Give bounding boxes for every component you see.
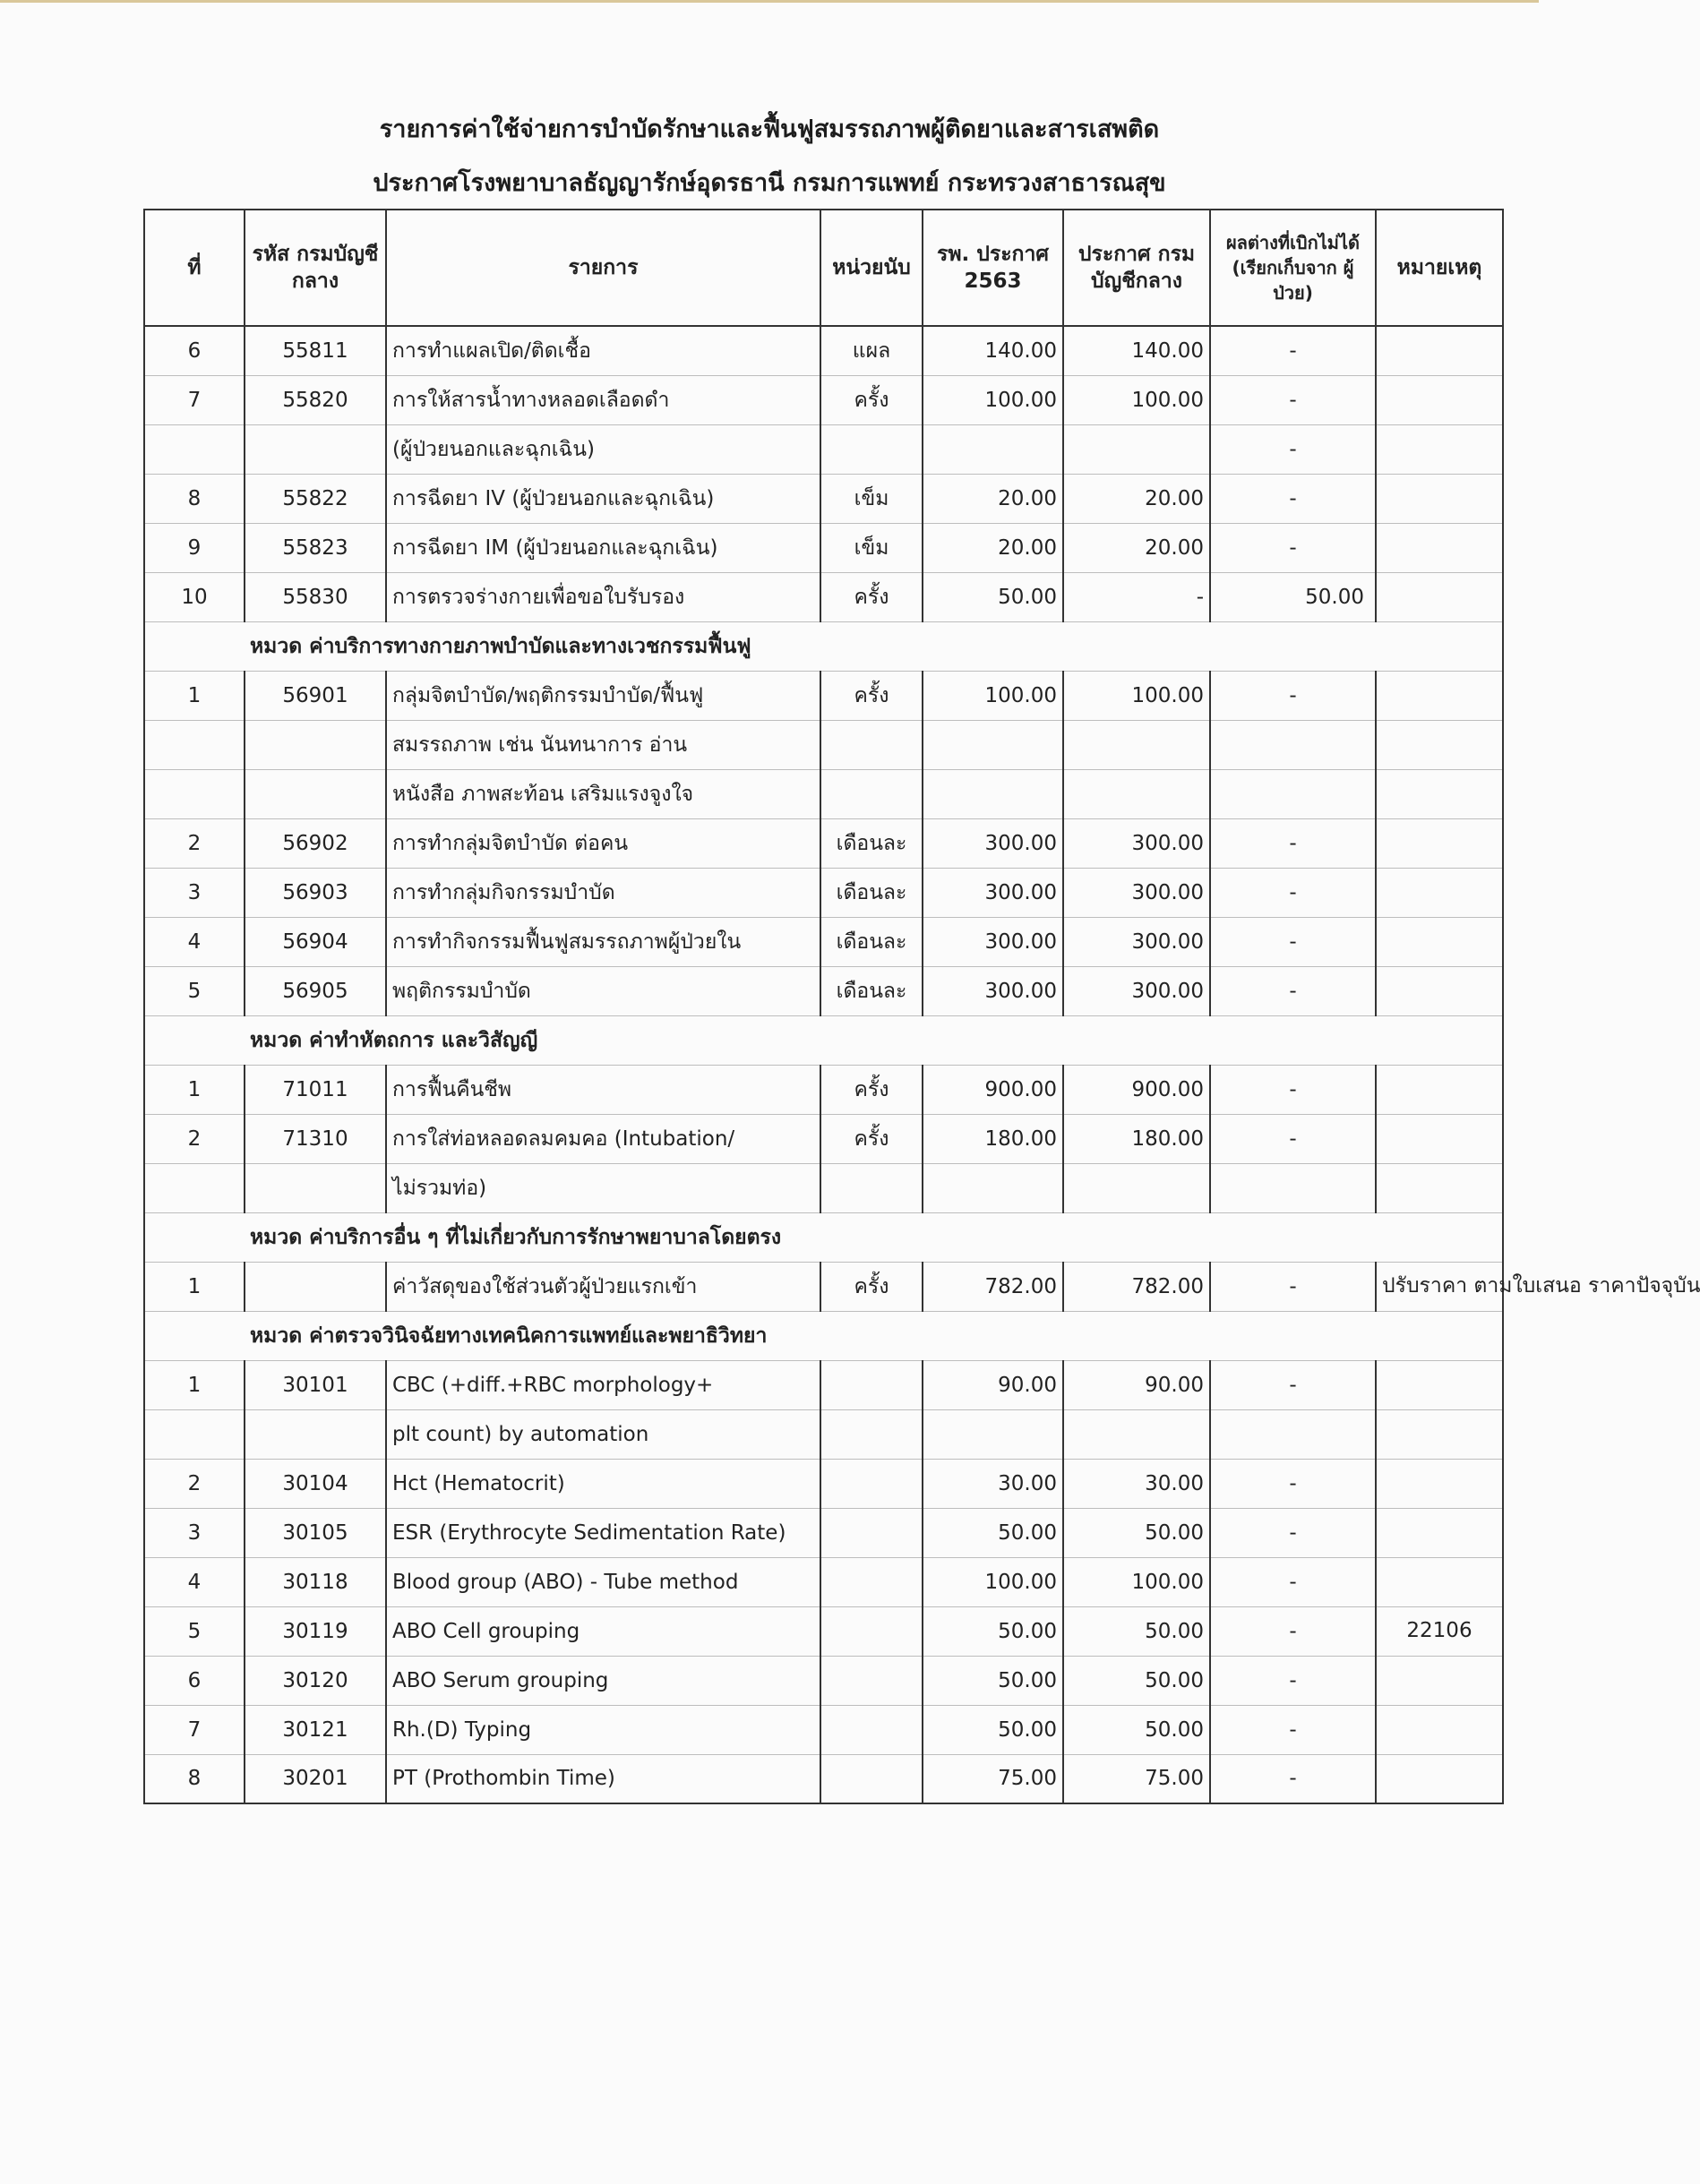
cell-code: 71011 [245, 1065, 386, 1114]
cell-code: 55830 [245, 572, 386, 621]
cell-unit: ครั้ง [820, 572, 923, 621]
cell-item: ABO Serum grouping [386, 1656, 820, 1705]
cell-hospital-price: 300.00 [923, 868, 1063, 917]
cell-difference: - [1210, 1557, 1376, 1606]
table-row [144, 966, 1503, 1015]
category-spacer [144, 621, 245, 671]
cell-central-price: 20.00 [1063, 474, 1210, 523]
cell-central-price: 140.00 [1063, 326, 1210, 375]
category-spacer [1376, 1311, 1503, 1360]
cell-item: การใส่ท่อหลอดลมคมคอ (Intubation/ [386, 1114, 820, 1163]
cell-item: การทำแผลเปิด/ติดเชื้อ [386, 326, 820, 375]
cell-code [245, 1262, 386, 1311]
cell-difference: - [1210, 474, 1376, 523]
cell-note [1376, 1114, 1503, 1163]
cell-central-price: 300.00 [1063, 917, 1210, 966]
cell-unit: เดือนละ [820, 966, 923, 1015]
header-hospital-price: รพ. ประกาศ 2563 [923, 210, 1063, 326]
cell-no: 2 [144, 1459, 245, 1508]
cell-central-price: 100.00 [1063, 1557, 1210, 1606]
table-row [144, 868, 1503, 917]
header-no: ที่ [144, 210, 245, 326]
table-row [144, 1262, 1503, 1311]
cell-hospital-price: 782.00 [923, 1262, 1063, 1311]
cell-hospital-price [923, 769, 1063, 818]
cell-unit: ครั้ง [820, 375, 923, 424]
cell-hospital-price: 50.00 [923, 572, 1063, 621]
cell-item: พฤติกรรมบำบัด [386, 966, 820, 1015]
category-spacer [144, 1311, 245, 1360]
cell-central-price: 300.00 [1063, 966, 1210, 1015]
cell-unit [820, 1163, 923, 1212]
cell-no: 4 [144, 917, 245, 966]
category-label: หมวด ค่าทำหัตถการ และวิสัญญี [245, 1015, 1376, 1065]
cell-difference: - [1210, 1065, 1376, 1114]
cell-no: 7 [144, 375, 245, 424]
category-spacer [1376, 621, 1503, 671]
cell-note [1376, 1656, 1503, 1705]
cell-unit: เดือนละ [820, 917, 923, 966]
cell-code: 71310 [245, 1114, 386, 1163]
cell-hospital-price: 20.00 [923, 474, 1063, 523]
cell-code: 30118 [245, 1557, 386, 1606]
cell-unit [820, 1409, 923, 1459]
cell-note [1376, 474, 1503, 523]
table-row [144, 917, 1503, 966]
cell-difference: - [1210, 1262, 1376, 1311]
category-spacer [144, 1212, 245, 1262]
cell-code: 55820 [245, 375, 386, 424]
cell-item: (ผู้ป่วยนอกและฉุกเฉิน) [386, 424, 820, 474]
category-label: หมวด ค่าบริการทางกายภาพบำบัดและทางเวชกรรมฟื้นฟู [245, 621, 1376, 671]
cell-item: Rh.(D) Typing [386, 1705, 820, 1754]
cell-code: 56904 [245, 917, 386, 966]
price-table [143, 209, 1700, 1804]
cell-difference: 50.00 [1210, 572, 1376, 621]
cell-no: 7 [144, 1705, 245, 1754]
document-subtitle: ประกาศโรงพยาบาลธัญญารักษ์อุดรธานี กรมการแพทย์ กระทรวงสาธารณสุข [373, 169, 1166, 197]
cell-no: 3 [144, 1508, 245, 1557]
cell-code [245, 720, 386, 769]
cell-item: Blood group (ABO) - Tube method [386, 1557, 820, 1606]
cell-difference: - [1210, 917, 1376, 966]
cell-unit [820, 1360, 923, 1409]
cell-note [1376, 966, 1503, 1015]
table-row [144, 375, 1503, 424]
cell-hospital-price [923, 424, 1063, 474]
category-spacer [1376, 1212, 1503, 1262]
cell-item: plt count) by automation [386, 1409, 820, 1459]
table-row [144, 474, 1503, 523]
cell-no: 5 [144, 1606, 245, 1656]
cell-difference: - [1210, 966, 1376, 1015]
cell-no: 2 [144, 1114, 245, 1163]
cell-difference: - [1210, 1754, 1376, 1803]
cell-item: กลุ่มจิตบำบัด/พฤติกรรมบำบัด/ฟื้นฟู [386, 671, 820, 720]
category-row [144, 1311, 1503, 1360]
cell-note [1376, 720, 1503, 769]
cell-code: 56903 [245, 868, 386, 917]
cell-note [1376, 326, 1503, 375]
table-header-row [144, 210, 1503, 326]
cell-difference: - [1210, 424, 1376, 474]
cell-item: CBC (+diff.+RBC morphology+ [386, 1360, 820, 1409]
cell-unit [820, 1705, 923, 1754]
cell-code: 30120 [245, 1656, 386, 1705]
cell-hospital-price: 300.00 [923, 917, 1063, 966]
table-row [144, 1065, 1503, 1114]
cell-item: สมรรถภาพ เช่น นันทนาการ อ่าน [386, 720, 820, 769]
cell-hospital-price: 50.00 [923, 1705, 1063, 1754]
cell-code: 30105 [245, 1508, 386, 1557]
cell-hospital-price: 50.00 [923, 1606, 1063, 1656]
cell-hospital-price: 20.00 [923, 523, 1063, 572]
scan-edge-line [0, 0, 1539, 3]
cell-item: การให้สารน้ำทางหลอดเลือดดำ [386, 375, 820, 424]
cell-item: ค่าวัสดุของใช้ส่วนตัวผู้ป่วยแรกเข้า [386, 1262, 820, 1311]
cell-unit: เข็ม [820, 523, 923, 572]
cell-unit: เข็ม [820, 474, 923, 523]
cell-difference: - [1210, 1360, 1376, 1409]
cell-note [1376, 1409, 1503, 1459]
cell-difference: - [1210, 523, 1376, 572]
cell-no: 1 [144, 1262, 245, 1311]
cell-code: 55822 [245, 474, 386, 523]
cell-unit: ครั้ง [820, 1262, 923, 1311]
cell-note [1376, 868, 1503, 917]
category-label: หมวด ค่าบริการอื่น ๆ ที่ไม่เกี่ยวกับการรักษาพยาบาลโดยตรง [245, 1212, 1376, 1262]
category-spacer [1376, 1015, 1503, 1065]
cell-unit: ครั้ง [820, 671, 923, 720]
cell-hospital-price: 100.00 [923, 671, 1063, 720]
cell-code: 30119 [245, 1606, 386, 1656]
table-row [144, 671, 1503, 720]
cell-central-price: 50.00 [1063, 1606, 1210, 1656]
header-code: รหัส กรมบัญชีกลาง [245, 210, 386, 326]
table-row [144, 1754, 1503, 1803]
cell-difference: - [1210, 818, 1376, 868]
cell-item: การทำกิจกรรมฟื้นฟูสมรรถภาพผู้ป่วยใน [386, 917, 820, 966]
cell-note [1376, 1163, 1503, 1212]
cell-note [1376, 1754, 1503, 1803]
cell-code: 56901 [245, 671, 386, 720]
cell-central-price: 100.00 [1063, 671, 1210, 720]
cell-item: หนังสือ ภาพสะท้อน เสริมแรงจูงใจ [386, 769, 820, 818]
cell-hospital-price: 300.00 [923, 966, 1063, 1015]
table-row [144, 1409, 1503, 1459]
cell-central-price: 30.00 [1063, 1459, 1210, 1508]
category-row [144, 1212, 1503, 1262]
cell-item: ESR (Erythrocyte Sedimentation Rate) [386, 1508, 820, 1557]
cell-no: 6 [144, 326, 245, 375]
cell-no [144, 720, 245, 769]
category-row [144, 1015, 1503, 1065]
header-item: รายการ [386, 210, 820, 326]
cell-note [1376, 375, 1503, 424]
table-body [144, 326, 1700, 1803]
cell-item: การฟื้นคืนชีพ [386, 1065, 820, 1114]
table-row [144, 424, 1503, 474]
cell-code: 55823 [245, 523, 386, 572]
cell-unit: แผล [820, 326, 923, 375]
cell-code: 30101 [245, 1360, 386, 1409]
cell-item: PT (Prothombin Time) [386, 1754, 820, 1803]
cell-note [1376, 523, 1503, 572]
cell-difference [1210, 720, 1376, 769]
cell-central-price [1063, 720, 1210, 769]
table-row [144, 1163, 1503, 1212]
category-label: หมวด ค่าตรวจวินิจฉัยทางเทคนิคการแพทย์และพยาธิวิทยา [245, 1311, 1376, 1360]
cell-central-price [1063, 424, 1210, 474]
table-row [144, 1360, 1503, 1409]
cell-note [1376, 818, 1503, 868]
table-row [144, 818, 1503, 868]
cell-difference: - [1210, 375, 1376, 424]
cell-no: 9 [144, 523, 245, 572]
cell-hospital-price: 75.00 [923, 1754, 1063, 1803]
cell-unit: ครั้ง [820, 1114, 923, 1163]
cell-difference [1210, 1409, 1376, 1459]
cell-hospital-price: 50.00 [923, 1508, 1063, 1557]
cell-hospital-price: 300.00 [923, 818, 1063, 868]
header-central-price: ประกาศ กรมบัญชีกลาง [1063, 210, 1210, 326]
cell-unit: ครั้ง [820, 1065, 923, 1114]
cell-hospital-price: 50.00 [923, 1656, 1063, 1705]
cell-central-price: 75.00 [1063, 1754, 1210, 1803]
cell-no: 1 [144, 671, 245, 720]
cell-central-price: 300.00 [1063, 868, 1210, 917]
cell-unit [820, 1754, 923, 1803]
cell-central-price: 900.00 [1063, 1065, 1210, 1114]
cell-central-price: 100.00 [1063, 375, 1210, 424]
cell-difference: - [1210, 868, 1376, 917]
cell-no [144, 1163, 245, 1212]
cell-central-price: 90.00 [1063, 1360, 1210, 1409]
cell-no [144, 769, 245, 818]
cell-central-price: 300.00 [1063, 818, 1210, 868]
table-row [144, 1508, 1503, 1557]
cell-difference [1210, 1163, 1376, 1212]
cell-central-price [1063, 1163, 1210, 1212]
cell-note [1376, 572, 1503, 621]
table-row [144, 1459, 1503, 1508]
cell-unit: เดือนละ [820, 868, 923, 917]
cell-item: การตรวจร่างกายเพื่อขอใบรับรอง [386, 572, 820, 621]
cell-no: 8 [144, 474, 245, 523]
cell-item: ไม่รวมท่อ) [386, 1163, 820, 1212]
cell-code [245, 1163, 386, 1212]
cell-item: ABO Cell grouping [386, 1606, 820, 1656]
cell-difference: - [1210, 1508, 1376, 1557]
cell-code: 55811 [245, 326, 386, 375]
cell-difference: - [1210, 1705, 1376, 1754]
cell-unit [820, 720, 923, 769]
cell-difference: - [1210, 326, 1376, 375]
cell-code: 30104 [245, 1459, 386, 1508]
document-title: รายการค่าใช้จ่ายการบำบัดรักษาและฟื้นฟูสมรรถภาพผู้ติดยาและสารเสพติด [379, 116, 1160, 143]
table-row [144, 1114, 1503, 1163]
cell-unit [820, 1459, 923, 1508]
cell-unit [820, 424, 923, 474]
cell-note [1376, 1557, 1503, 1606]
cell-unit [820, 1557, 923, 1606]
cell-code: 30121 [245, 1705, 386, 1754]
cell-item: การทำกลุ่มจิตบำบัด ต่อคน [386, 818, 820, 868]
header-unit: หน่วยนับ [820, 210, 923, 326]
cell-hospital-price [923, 720, 1063, 769]
cell-difference: - [1210, 1656, 1376, 1705]
cell-item: การฉีดยา IM (ผู้ป่วยนอกและฉุกเฉิน) [386, 523, 820, 572]
cell-no: 1 [144, 1360, 245, 1409]
cell-hospital-price: 140.00 [923, 326, 1063, 375]
cell-code: 30201 [245, 1754, 386, 1803]
cell-central-price: 782.00 [1063, 1262, 1210, 1311]
cell-code [245, 424, 386, 474]
cell-difference: - [1210, 1459, 1376, 1508]
cell-item: Hct (Hematocrit) [386, 1459, 820, 1508]
cell-code: 56902 [245, 818, 386, 868]
cell-no: 4 [144, 1557, 245, 1606]
cell-note [1376, 1508, 1503, 1557]
cell-unit: เดือนละ [820, 818, 923, 868]
cell-central-price: 180.00 [1063, 1114, 1210, 1163]
cell-unit [820, 769, 923, 818]
cell-note [1376, 769, 1503, 818]
cell-difference [1210, 769, 1376, 818]
cell-note [1376, 917, 1503, 966]
cell-code [245, 1409, 386, 1459]
cell-no: 2 [144, 818, 245, 868]
cell-no: 5 [144, 966, 245, 1015]
cell-hospital-price [923, 1163, 1063, 1212]
cell-difference: - [1210, 1114, 1376, 1163]
cell-central-price: 50.00 [1063, 1705, 1210, 1754]
cell-central-price [1063, 1409, 1210, 1459]
cell-note: ปรับราคา ตามใบเสนอ ราคาปัจจุบัน [1376, 1262, 1503, 1311]
category-spacer [144, 1015, 245, 1065]
cell-central-price: - [1063, 572, 1210, 621]
cell-no [144, 1409, 245, 1459]
table-row [144, 1705, 1503, 1754]
cell-no [144, 424, 245, 474]
cell-no: 3 [144, 868, 245, 917]
cell-note [1376, 424, 1503, 474]
header-difference: ผลต่างที่เบิกไม่ได้ (เรียกเก็บจาก ผู้ป่วย) [1210, 210, 1376, 326]
cell-note [1376, 1065, 1503, 1114]
cell-hospital-price: 90.00 [923, 1360, 1063, 1409]
cell-no: 10 [144, 572, 245, 621]
table-row [144, 769, 1503, 818]
cell-note [1376, 671, 1503, 720]
cell-unit [820, 1508, 923, 1557]
table-row [144, 1656, 1503, 1705]
cell-note [1376, 1705, 1503, 1754]
cell-unit [820, 1606, 923, 1656]
category-row [144, 621, 1503, 671]
cell-central-price: 50.00 [1063, 1508, 1210, 1557]
cell-no: 6 [144, 1656, 245, 1705]
cell-code [245, 769, 386, 818]
cell-difference: - [1210, 671, 1376, 720]
cell-no: 8 [144, 1754, 245, 1803]
cell-item: การฉีดยา IV (ผู้ป่วยนอกและฉุกเฉิน) [386, 474, 820, 523]
table-row [144, 572, 1503, 621]
cell-code: 56905 [245, 966, 386, 1015]
cell-hospital-price: 900.00 [923, 1065, 1063, 1114]
table-row [144, 1557, 1503, 1606]
cell-hospital-price: 100.00 [923, 375, 1063, 424]
cell-no: 1 [144, 1065, 245, 1114]
header-note: หมายเหตุ [1376, 210, 1503, 326]
cell-unit [820, 1656, 923, 1705]
table-row [144, 720, 1503, 769]
cell-hospital-price: 30.00 [923, 1459, 1063, 1508]
cell-central-price: 20.00 [1063, 523, 1210, 572]
cell-item: การทำกลุ่มกิจกรรมบำบัด [386, 868, 820, 917]
table-row [144, 326, 1503, 375]
cell-hospital-price [923, 1409, 1063, 1459]
cell-difference: - [1210, 1606, 1376, 1656]
cell-central-price: 50.00 [1063, 1656, 1210, 1705]
cell-hospital-price: 180.00 [923, 1114, 1063, 1163]
cell-central-price [1063, 769, 1210, 818]
cell-note [1376, 1459, 1503, 1508]
cell-hospital-price: 100.00 [923, 1557, 1063, 1606]
cell-note: 22106 [1376, 1606, 1503, 1656]
table-row [144, 1606, 1503, 1656]
table-row [144, 523, 1503, 572]
cell-note [1376, 1360, 1503, 1409]
